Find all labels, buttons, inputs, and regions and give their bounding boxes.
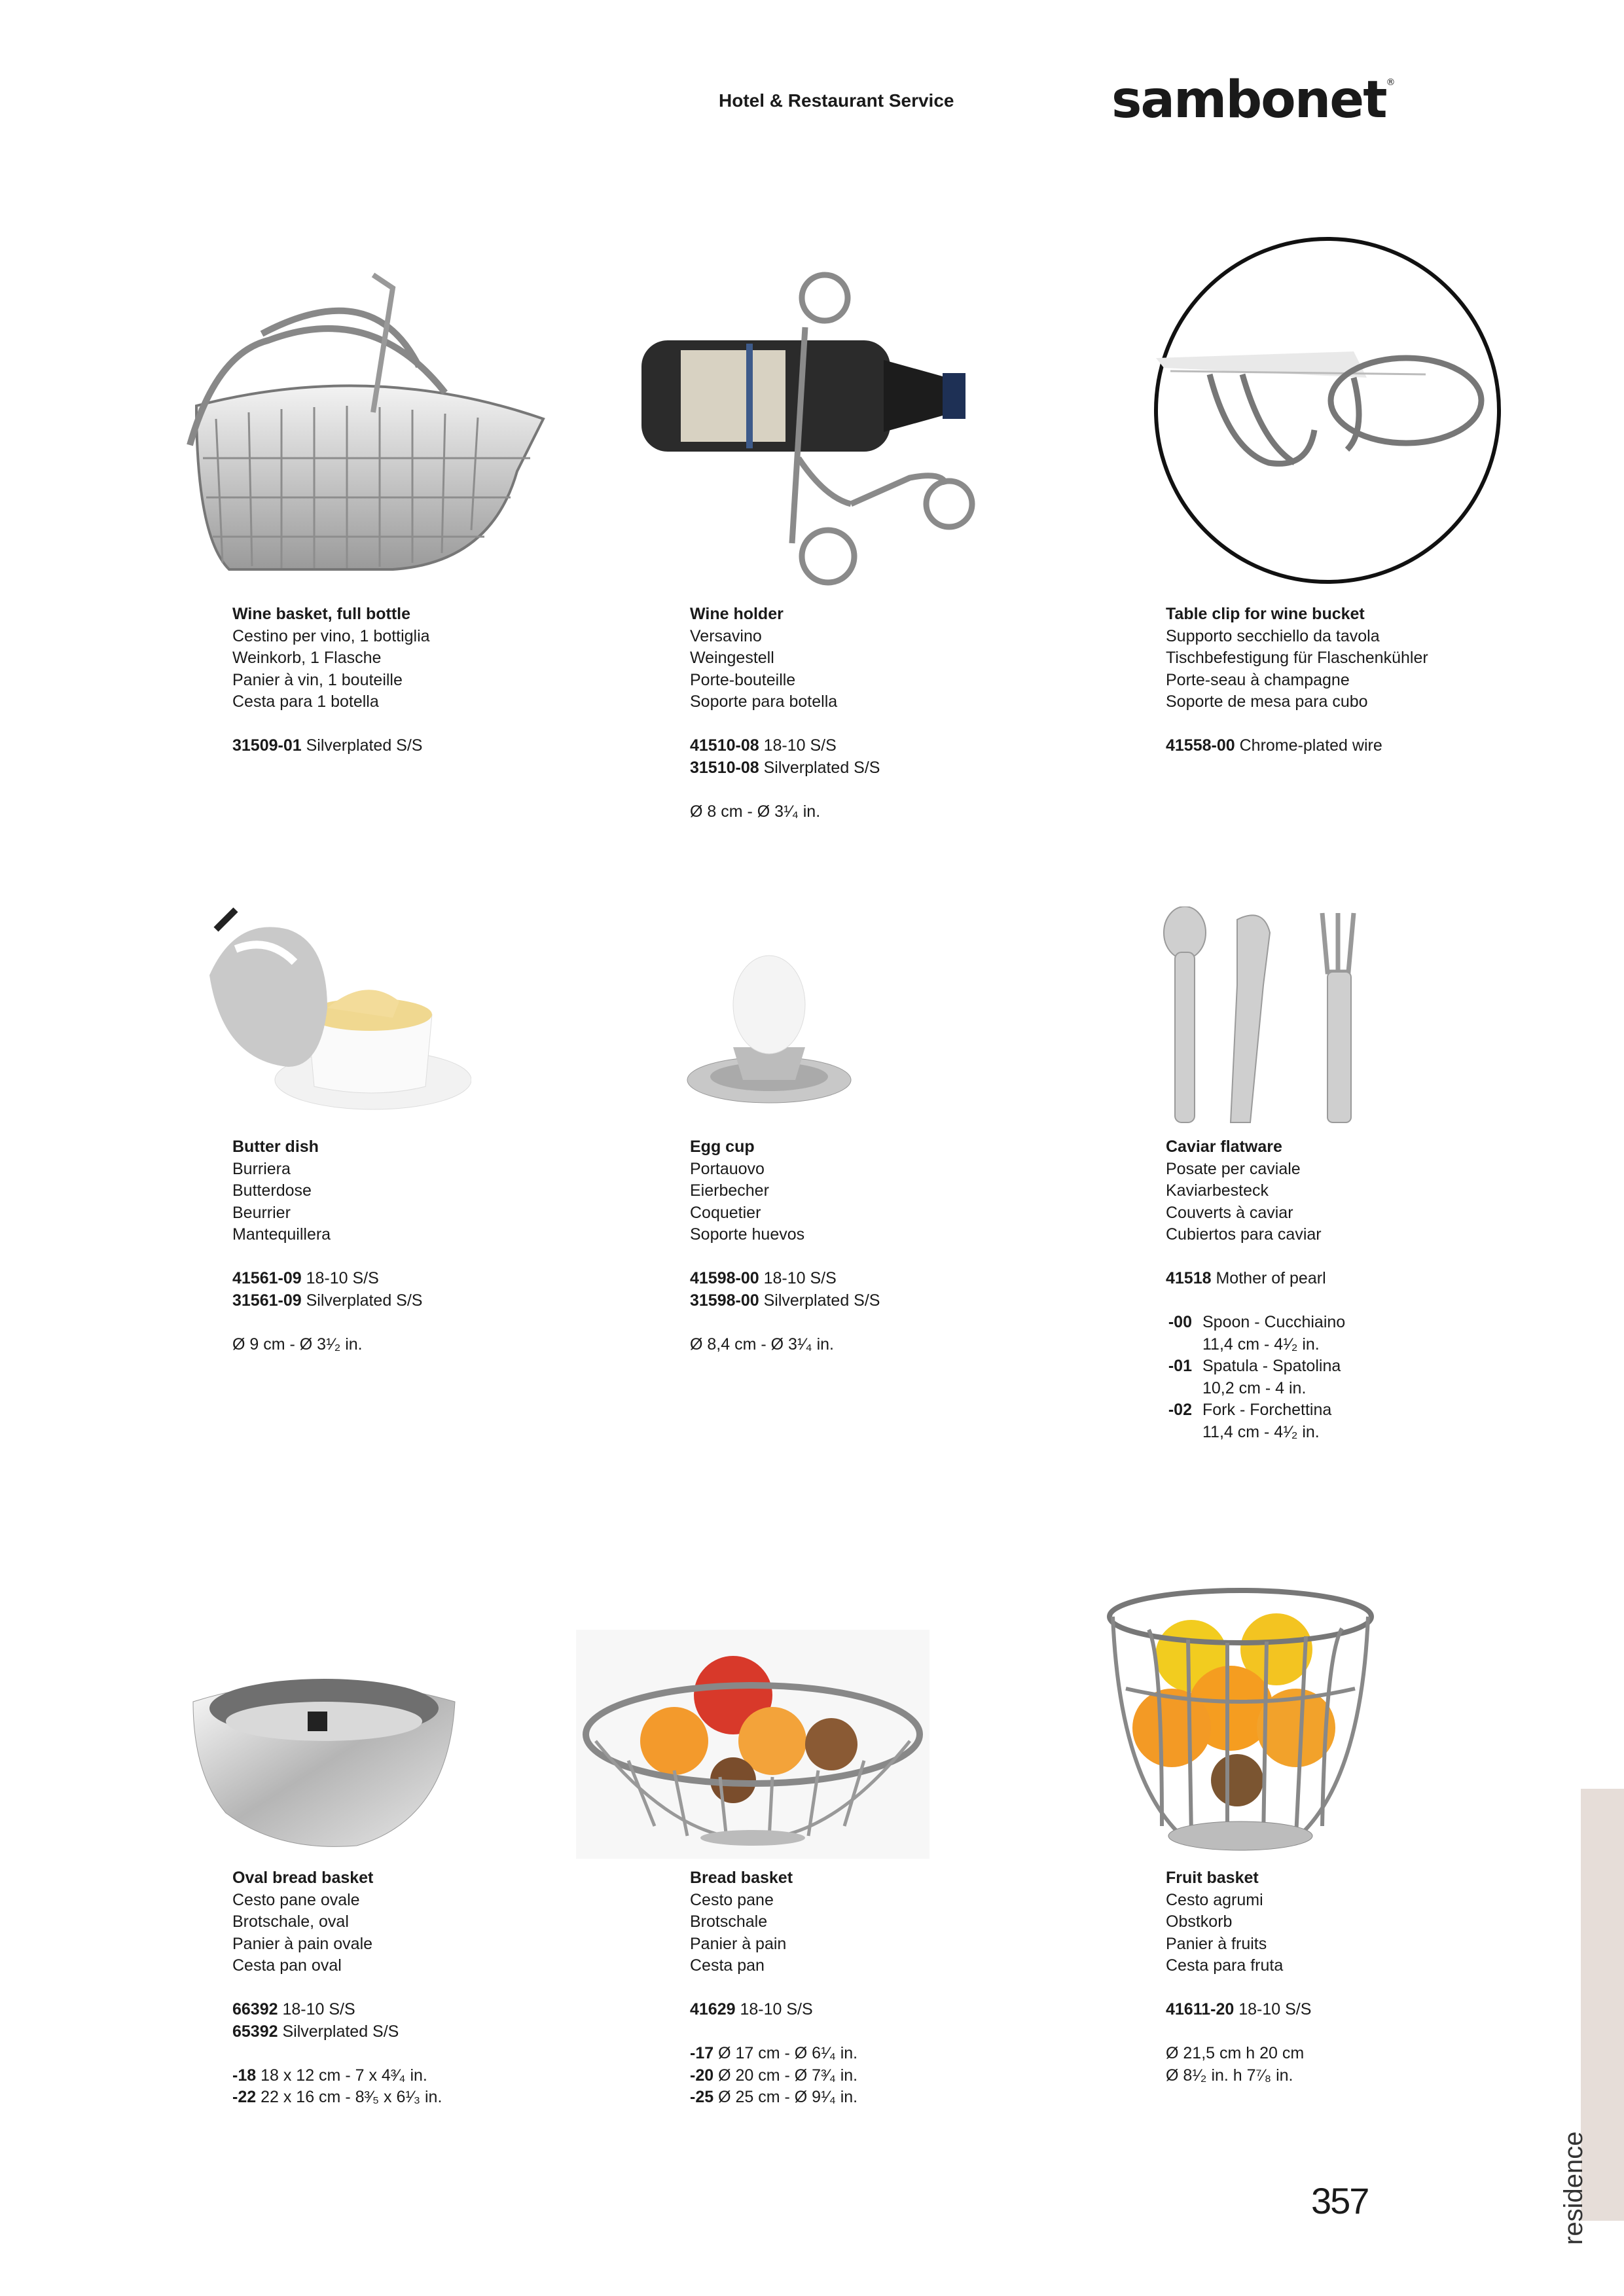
variant-code: -02 (1168, 1401, 1192, 1419)
product-oval-bread-basket (232, 1867, 651, 2109)
oval-bread-basket-image (187, 1662, 461, 1859)
product-dimensions: Ø 8¹⁄₂ in. h 7⁷⁄₈ in. (1166, 2066, 1293, 2085)
product-name-fr: Panier à fruits (1166, 1934, 1267, 1953)
product-code-row (690, 1999, 1109, 2021)
size-row (690, 2065, 1109, 2087)
product-name-de: Brotschale (690, 1912, 768, 1931)
product-code: 41598-00 (690, 1269, 759, 1287)
product-material: Mother of pearl (1216, 1269, 1326, 1287)
variant-name: Spatula - Spatolina (1202, 1357, 1341, 1375)
product-dimensions: Ø 9 cm - Ø 3¹⁄₂ in. (232, 1335, 363, 1354)
size-row (232, 2087, 651, 2109)
size-desc: Ø 17 cm - Ø 6¹⁄₄ in. (718, 2044, 858, 2062)
product-name-de: Tischbefestigung für Flaschenkühler (1166, 649, 1428, 667)
size-code: -17 (690, 2044, 714, 2062)
product-material: Silverplated S/S (763, 1291, 880, 1310)
product-name-de: Weingestell (690, 649, 774, 667)
product-title: Bread basket (690, 1869, 793, 1887)
product-name-it: Burriera (232, 1159, 291, 1178)
product-name-de: Kaviarbesteck (1166, 1181, 1269, 1200)
product-name-it: Posate per caviale (1166, 1159, 1301, 1178)
variant-size: 11,4 cm - 4¹⁄₂ in. (1202, 1335, 1320, 1354)
size-code: -20 (690, 2066, 714, 2085)
wine-basket-image (177, 262, 563, 589)
product-material: 18-10 S/S (740, 2000, 813, 2018)
product-name-es: Soporte huevos (690, 1225, 805, 1244)
product-material: 18-10 S/S (1238, 2000, 1312, 2018)
product-material: Silverplated S/S (306, 736, 423, 755)
product-name-it: Portauovo (690, 1159, 765, 1178)
page-number: 357 (1311, 2180, 1369, 2221)
product-title: Butter dish (232, 1138, 319, 1156)
product-name-it: Cesto pane ovale (232, 1890, 360, 1909)
product-name-es: Soporte de mesa para cubo (1166, 692, 1368, 711)
variant-code: -00 (1168, 1313, 1192, 1331)
product-code-row (232, 1999, 651, 2021)
product-name-fr: Panier à pain (690, 1934, 787, 1953)
product-caviar-flatware (1166, 1136, 1585, 1443)
product-name-es: Cesta para fruta (1166, 1956, 1284, 1975)
product-title: Wine holder (690, 605, 784, 623)
product-material: Chrome-plated wire (1239, 736, 1382, 755)
product-title: Caviar flatware (1166, 1138, 1282, 1156)
product-butter-dish (232, 1136, 651, 1355)
product-material: Silverplated S/S (282, 2022, 399, 2041)
product-title: Wine basket, full bottle (232, 605, 411, 623)
product-code: 31561-09 (232, 1291, 302, 1310)
product-name-it: Cesto agrumi (1166, 1890, 1263, 1909)
product-name-fr: Porte-seau à champagne (1166, 670, 1350, 689)
product-egg-cup (690, 1136, 1109, 1355)
product-name-de: Obstkorb (1166, 1912, 1233, 1931)
size-desc: 22 x 16 cm - 8³⁄₅ x 6¹⁄₃ in. (261, 2088, 442, 2106)
product-bread-basket (690, 1867, 1109, 2109)
product-name-fr: Couverts à caviar (1166, 1203, 1293, 1222)
brand-logo (1111, 71, 1394, 130)
product-name-fr: Beurrier (232, 1203, 291, 1222)
product-name-es: Cesta pan oval (232, 1956, 342, 1975)
product-fruit-basket (1166, 1867, 1585, 2087)
product-title: Table clip for wine bucket (1166, 605, 1365, 623)
size-desc: Ø 20 cm - Ø 7³⁄₄ in. (718, 2066, 858, 2085)
product-name-fr: Panier à pain ovale (232, 1934, 373, 1953)
size-row (690, 2087, 1109, 2109)
size-row (690, 2043, 1109, 2065)
table-clip-image (1151, 234, 1504, 587)
product-code-row (232, 1290, 651, 1312)
size-code: -18 (232, 2066, 257, 2085)
product-name-de: Butterdose (232, 1181, 312, 1200)
product-wine-basket (232, 603, 651, 757)
brand-name: sambonet (1111, 71, 1386, 130)
size-row (232, 2065, 651, 2087)
product-code: 41611-20 (1166, 2000, 1235, 2018)
product-code: 31598-00 (690, 1291, 759, 1310)
product-name-de: Weinkorb, 1 Flasche (232, 649, 382, 667)
product-dimensions: Ø 21,5 cm h 20 cm (1166, 2044, 1305, 2062)
product-material: Silverplated S/S (306, 1291, 423, 1310)
product-code-row (232, 735, 651, 757)
product-code-row (690, 1290, 1109, 1312)
header-title: Hotel & Restaurant Service (719, 90, 954, 111)
product-name-de: Brotschale, oval (232, 1912, 349, 1931)
product-material: Silverplated S/S (763, 758, 880, 777)
product-code: 31510-08 (690, 758, 759, 777)
product-code: 41629 (690, 2000, 736, 2018)
product-material: 18-10 S/S (763, 1269, 837, 1287)
product-name-fr: Panier à vin, 1 bouteille (232, 670, 403, 689)
variant-list (1158, 1312, 1585, 1443)
variant-code: -01 (1168, 1357, 1192, 1375)
product-name-fr: Porte-bouteille (690, 670, 796, 689)
caviar-flatware-image (1152, 906, 1401, 1129)
product-title: Fruit basket (1166, 1869, 1259, 1887)
product-code: 31509-01 (232, 736, 302, 755)
fruit-basket-image (1100, 1577, 1381, 1859)
variant-size: 11,4 cm - 4¹⁄₂ in. (1202, 1422, 1320, 1441)
product-table-clip (1166, 603, 1585, 757)
product-name-fr: Coquetier (690, 1203, 761, 1222)
product-code-row (232, 1268, 651, 1290)
section-label: residence (1559, 2131, 1588, 2245)
butter-dish-image (196, 903, 471, 1113)
product-dimensions: Ø 8,4 cm - Ø 3¹⁄₄ in. (690, 1335, 834, 1354)
product-material: 18-10 S/S (763, 736, 837, 755)
product-name-de: Eierbecher (690, 1181, 769, 1200)
product-code-row (1166, 735, 1585, 757)
product-name-it: Versavino (690, 626, 762, 645)
variant-name: Fork - Forchettina (1202, 1401, 1332, 1419)
product-name-it: Cesto pane (690, 1890, 774, 1909)
product-name-es: Cesta pan (690, 1956, 765, 1975)
product-name-it: Supporto secchiello da tavola (1166, 626, 1380, 645)
product-wine-holder (690, 603, 1109, 823)
egg-cup-image (681, 949, 857, 1113)
product-code: 41510-08 (690, 736, 759, 755)
product-code-row (690, 735, 1109, 757)
brand-registered-mark: ® (1386, 77, 1394, 88)
product-material: 18-10 S/S (306, 1269, 379, 1287)
product-name-it: Cestino per vino, 1 bottiglia (232, 626, 430, 645)
product-code-row (232, 2021, 651, 2043)
product-material: 18-10 S/S (282, 2000, 355, 2018)
size-desc: 18 x 12 cm - 7 x 4³⁄₄ in. (261, 2066, 427, 2085)
product-name-es: Mantequillera (232, 1225, 331, 1244)
size-desc: Ø 25 cm - Ø 9¹⁄₄ in. (718, 2088, 858, 2106)
product-code-row (690, 757, 1109, 780)
product-code-row (1166, 1999, 1585, 2021)
product-code: 41558-00 (1166, 736, 1235, 755)
product-code: 41518 (1166, 1269, 1212, 1287)
product-code: 41561-09 (232, 1269, 302, 1287)
product-title: Egg cup (690, 1138, 755, 1156)
size-code: -22 (232, 2088, 257, 2106)
product-code-row (1166, 1268, 1585, 1290)
wine-holder-image (635, 262, 982, 589)
product-title: Oval bread basket (232, 1869, 374, 1887)
product-name-es: Cesta para 1 botella (232, 692, 379, 711)
product-name-es: Soporte para botella (690, 692, 838, 711)
variant-size: 10,2 cm - 4 in. (1202, 1378, 1307, 1397)
product-name-es: Cubiertos para caviar (1166, 1225, 1322, 1244)
product-code: 66392 (232, 2000, 278, 2018)
bread-basket-image (576, 1630, 929, 1859)
size-code: -25 (690, 2088, 714, 2106)
variant-name: Spoon - Cucchiaino (1202, 1313, 1346, 1331)
product-dimensions: Ø 8 cm - Ø 3¹⁄₄ in. (690, 802, 821, 821)
product-code: 65392 (232, 2022, 278, 2041)
product-code-row (690, 1268, 1109, 1290)
